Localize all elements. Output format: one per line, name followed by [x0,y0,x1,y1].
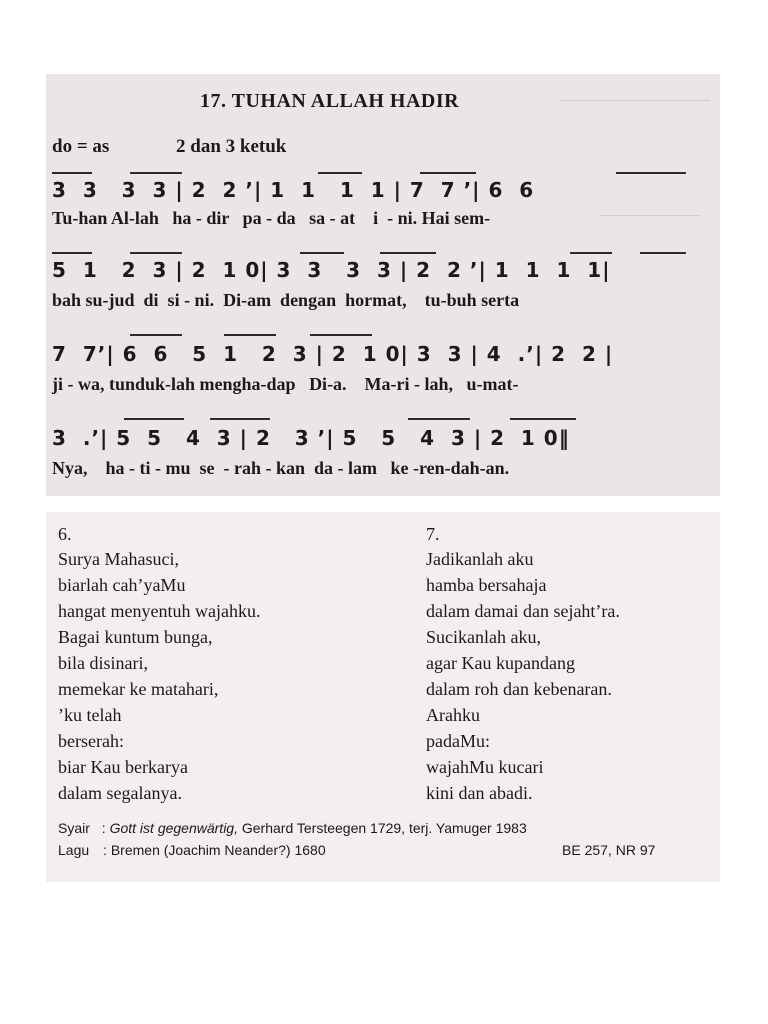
verse-line: bila disinari, [58,653,148,673]
verse-line: dalam damai dan sejaht’ra. [426,601,620,621]
credit-tune: Lagu : Bremen (Joachim Neander?) 1680 [58,842,326,858]
credit-tune-label: Lagu [58,842,90,858]
verse-line: Sucikanlah aku, [426,627,541,647]
notation-line: 3 .’| 5 5 4 3 | 2 3 ’| 5 5 4 3 | 2 1 0‖ [52,426,570,450]
beam-line [224,334,276,336]
verse-line: biar Kau berkarya [58,757,188,777]
verse-line: Arahku [426,705,480,725]
credit-lyrics-author: Gerhard Tersteegen 1729, terj. Yamuger 1983 [241,820,527,836]
credit-lyrics-label: Syair [58,820,90,836]
beam-line [130,252,182,254]
beam-line [616,172,686,174]
beam-line [130,334,182,336]
verse-line: memekar ke matahari, [58,679,219,699]
stanza-6-number: 6. [58,524,72,544]
verse-line: hangat menyentuh wajahku. [58,601,261,621]
key-signature: do = as [52,136,110,157]
bleed-through-mark [600,215,700,224]
meter-label: 2 dan 3 ketuk [176,136,287,157]
verse-line: Jadikanlah aku [426,549,534,569]
verse-line: Bagai kuntum bunga, [58,627,213,647]
beam-line [420,172,476,174]
beam-line [318,172,362,174]
verse-line: agar Kau kupandang [426,653,575,673]
beam-line [380,252,436,254]
verse-line: padaMu: [426,731,490,751]
verse-line: Surya Mahasuci, [58,549,179,569]
verse-line: ’ku telah [58,705,122,725]
verse-line: berserah: [58,731,124,751]
credit-tune-text: Bremen (Joachim Neander?) 1680 [110,842,326,858]
beam-line [640,252,686,254]
beam-line [300,252,344,254]
credit-lyrics: Syair : Gott ist gegenwärtig, Gerhard Tersteegen 1729, terj. Yamuger 1983 [58,820,527,836]
beam-line [310,334,372,336]
lyric-line: Nya, ha - ti - mu se - rah - kan da - lam ke -ren-dah-an. [52,458,510,478]
beam-line [124,418,184,420]
verse-line: biarlah cah’yaMu [58,575,186,595]
stanza-7-text [426,546,620,806]
notation-line: 7 7’| 6 6 5 1 2 3 | 2 1 0| 3 3 | 4 .’| 2 2 | [52,342,614,366]
stanza-7-number: 7. [426,524,440,544]
stanza-6-text [58,546,260,806]
beam-line [52,172,92,174]
credit-lyrics-title: Gott ist gegenwärtig, [109,820,238,836]
notation-line: 5 1 2 3 | 2 1 0| 3 3 3 3 | 2 2 ’| 1 1 1 1| [52,258,611,282]
beam-line [52,252,92,254]
verse-line: wajahMu kucari [426,757,544,777]
verse-line: hamba bersahaja [426,575,547,595]
beam-line [510,418,576,420]
beam-line [210,418,270,420]
verse-line: kini dan abadi. [426,783,533,803]
beam-line [408,418,470,420]
verse-line: dalam roh dan kebenaran. [426,679,612,699]
lyric-line: bah su-jud di si - ni. Di-am dengan hormat, tu-buh serta [52,290,520,310]
bleed-through-mark [560,100,710,111]
credit-reference: BE 257, NR 97 [562,842,656,858]
beam-line [130,172,182,174]
hymn-title: 17. TUHAN ALLAH HADIR [200,90,460,112]
lyric-line: Tu-han Al-lah ha - dir pa - da sa - at i - ni. Hai sem- [52,208,491,228]
beam-line [570,252,612,254]
notation-line: 3 3 3 3 | 2 2 ’| 1 1 1 1 | 7 7 ’| 6 6 [52,178,535,202]
lyric-line: ji - wa, tunduk-lah mengha-dap Di-a. Ma-ri - lah, u-mat- [52,374,519,394]
verse-line: dalam segalanya. [58,783,182,803]
